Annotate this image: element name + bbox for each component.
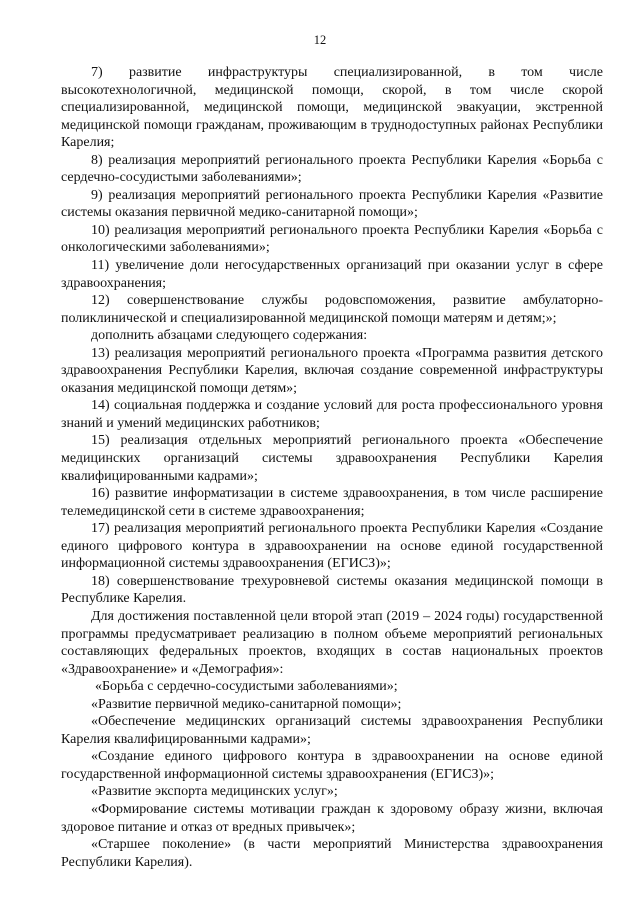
paragraph-item-8: 8) реализация мероприятий регионального проекта Республики Карелия «Борьба с сердечно-сосудистыми заболеваниями»; bbox=[61, 152, 603, 186]
paragraph-item-11: 11) увеличение доли негосударственных организаций при оказании услуг в сфере здравоохранения; bbox=[61, 258, 603, 291]
paragraph-supplement-intro: дополнить абзацами следующего содержания: bbox=[91, 328, 368, 344]
project-primary-care: «Развитие первичной медико-санитарной помощи»; bbox=[91, 696, 402, 712]
paragraph-item-12: 12) совершенствование службы родовспоможения, развитие амбулаторно-поликлинической и специализированной медицинской помощи матерям и детям;»; bbox=[61, 293, 603, 326]
paragraph-item-10: 10) реализация мероприятий регионального проекта Республики Карелия «Борьба с онкологическими заболеваниями»; bbox=[61, 222, 603, 256]
document-body bbox=[61, 64, 603, 871]
project-older-generation: «Старшее поколение» (в части мероприятий Министерства здравоохранения Республики Карелия). bbox=[61, 837, 603, 870]
paragraph-item-7: 7) развитие инфраструктуры специализированной, в том числе высокотехнологичной, медицинской помощи, скорой, в том числе скорой специализированной, медицинской помощи, медицинской эвакуации, экстренной медицинской помощи гражданам, проживающим в труднодоступных районах Республики Карелия; bbox=[61, 65, 603, 151]
paragraph-item-18: 18) совершенствование трехуровневой системы оказания медицинской помощи в Республике Карелия. bbox=[61, 573, 603, 607]
paragraph-second-stage: Для достижения поставленной цели второй этап (2019 – 2024 годы) государственной программы предусматривает реализацию в полном объеме мероприятий региональных составляющих федеральных проектов, входящих в состав национальных проектов «Здравоохранение» и «Демография»: bbox=[61, 608, 603, 677]
paragraph-item-13: 13) реализация мероприятий регионального проекта «Программа развития детского здравоохранения Республики Карелия, включая создание современной инфраструктуры оказания медицинской помощи детям»; bbox=[61, 345, 603, 396]
page-number: 12 bbox=[313, 33, 327, 47]
project-digital-contour: «Создание единого цифрового контура в здравоохранении на основе единой государственной информационной системы здравоохранения (ЕГИСЗ)»; bbox=[61, 749, 603, 782]
paragraph-item-9: 9) реализация мероприятий регионального проекта Республики Карелия «Развитие системы оказания первичной медико-санитарной помощи»; bbox=[61, 187, 603, 221]
project-staffing: «Обеспечение медицинских организаций системы здравоохранения Республики Карелия квалифицированными кадрами»; bbox=[61, 714, 603, 747]
project-healthy-lifestyle: «Формирование системы мотивации граждан к здоровому образу жизни, включая здоровое питание и отказ от вредных привычек»; bbox=[61, 801, 603, 835]
paragraph-item-15: 15) реализация отдельных мероприятий регионального проекта «Обеспечение медицинских организаций системы здравоохранения Республики Карелия квалифицированными кадрами»; bbox=[61, 433, 603, 484]
paragraph-item-14: 14) социальная поддержка и создание условий для роста профессионального уровня знаний и умений медицинских работников; bbox=[61, 398, 603, 431]
paragraph-item-16: 16) развитие информатизации в системе здравоохранения, в том числе расширение телемедицинской сети в системе здравоохранения; bbox=[61, 486, 603, 519]
project-export: «Развитие экспорта медицинских услуг»; bbox=[91, 784, 338, 800]
paragraph-item-17: 17) реализация мероприятий регионального проекта Республики Карелия «Создание единого цифрового контура в здравоохранении на основе единой государственной информационной системы здравоохранения (ЕГИСЗ)»; bbox=[61, 521, 603, 572]
project-cardiovascular: «Борьба с сердечно-сосудистыми заболеваниями»; bbox=[95, 679, 398, 695]
